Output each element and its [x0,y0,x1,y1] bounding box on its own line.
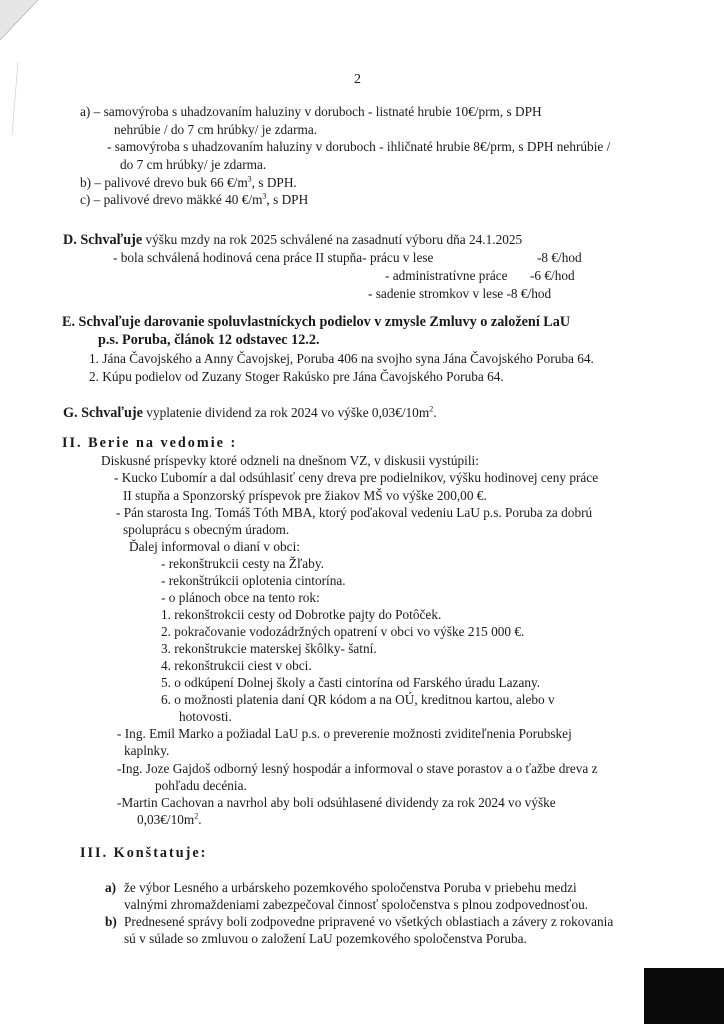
section-ii-cachovan-sup: 2 [194,811,199,821]
section-iii-a-line2: valnými zhromaždeniami zabezpečoval činnosť spoločenstva s plnou zodpovednosťou. [124,897,589,912]
section-d-line3: - administratívne práce [385,268,508,283]
section-e-title-line2: p.s. Poruba, článok 12 odstavec 12.2. [98,332,320,348]
section-d-line1 [63,232,522,248]
section-ii-p6-1: 6. o možnosti platenia daní QR kódom a na OÚ, kreditnou kartou, alebo v [161,692,555,707]
section-ii-cachovan-tail: . [198,812,202,827]
section-g-sup: 2 [429,404,434,414]
section-ii-r2: - rekonštrúkcii oplotenia cintorína. [161,573,346,588]
section-iii-label: III. Konštatuje: [80,845,208,861]
section-iii-a-label: a) [105,880,117,895]
section-d-text: výšku mzdy na rok 2025 schválené na zasadnutí výboru dňa 24.1.2025 [145,232,523,247]
section-ii-kucko-2: II stupňa a Sponzorský príspevok pre žiakov MŠ vo výške 200,00 €. [123,488,487,503]
section-g-text: vyplatenie dividend za rok 2024 vo výške 0,03€/10m [146,405,430,420]
section-ii-p5: 5. o odkúpení Dolnej školy a časti cintorína od Farského úradu Lazany. [161,675,541,690]
price-b [80,175,297,190]
section-iii-b-line2: sú v súlade so zmluvou o založení LaU pozemkového spoločenstva Poruba. [124,931,527,946]
price-b-tail: , s DPH. [251,175,297,190]
section-g-label: G. Schvaľuje [63,405,143,421]
section-e-title-line1: E. Schvaľuje darovanie spoluvlastníckych podielov v zmysle Zmluvy o založení LaU [62,314,571,330]
section-g [63,405,437,421]
section-ii-p1: 1. rekonštrokcii cesty od Dobrotke pajty do Potôček. [161,607,442,622]
price-b-sup: 3 [247,174,252,184]
section-d-line4: - sadenie stromkov v lese -8 €/hod [368,286,552,301]
page-number: 2 [354,72,361,87]
price-a2-line2: do 7 cm hrúbky/ je zdarma. [120,157,267,172]
section-ii-intro: Diskusné príspevky ktoré odzneli na dnešnom VZ, v diskusii vystúpili: [101,453,479,468]
section-d-line3-rate: -6 €/hod [530,268,575,283]
section-ii-label: II. Berie na vedomie : [62,435,238,451]
section-d-label: D. Schvaľuje [63,232,143,248]
section-iii-b-label: b) [105,914,117,929]
price-c [80,192,308,207]
section-ii-r1: - rekonštrukcii cesty na Žľaby. [161,556,324,571]
section-ii-kucko-1: - Kucko Ľubomír a dal odsúhlasiť ceny dreva pre podielnikov, výšku hodinovej ceny práce [114,470,599,485]
section-e-item1: 1. Jána Čavojského a Anny Čavojskej, Poruba 406 na svojho syna Jána Čavojského Poruba 64. [89,351,594,366]
section-ii-gajdos-2: pohľadu decénia. [155,778,247,793]
section-d-line2: - bola schválená hodinová cena práce II stupňa- prácu v lese [113,250,434,265]
section-ii-toth-2: spoluprácu s obecným úradom. [123,522,290,537]
section-g-tail: . [433,405,437,420]
section-ii-plans: - o plánoch obce na tento rok: [161,590,320,605]
section-ii-p6-2: hotovosti. [179,709,232,724]
section-ii-gajdos-1: -Ing. Joze Gajdoš odborný lesný hospodár a informoval o stave porastov a o ťažbe dreva z [117,761,598,776]
section-ii-cachovan-value: 0,03€/10m [137,812,195,827]
section-e-item2: 2. Kúpu podielov od Zuzany Stoger Rakúsko pre Jána Čavojského Poruba 64. [89,369,504,384]
section-ii-dalej: Ďalej informoval o dianí v obci: [129,539,300,554]
section-ii-p2: 2. pokračovanie vodozádržných opatrení v obci vo výške 215 000 €. [161,624,525,639]
price-b-text: b) – palivové drevo buk 66 €/m [80,175,248,190]
section-ii-p3: 3. rekonštrukcie materskej škôlky- šatní. [161,641,377,656]
redaction-block [644,968,724,1024]
price-c-text: c) – palivové drevo mäkké 40 €/m [80,192,263,207]
section-iii-a-line1: že výbor Lesného a urbárskeho pozemkového spoločenstva Poruba v priebehu medzi [124,880,577,895]
section-ii-cachovan-2 [137,812,202,827]
price-c-sup: 3 [262,191,267,201]
section-iii-b-line1: Prednesené správy boli zodpovedne pripravené vo všetkých oblastiach a závery z rokovania [124,914,614,929]
price-a1-line1: a) – samovýroba s uhadzovaním haluziny v doruboch - listnaté hrubie 10€/prm, s DPH [80,104,542,119]
price-c-tail: , s DPH [266,192,309,207]
section-d-line2-rate: -8 €/hod [537,250,582,265]
section-ii-toth-1: - Pán starosta Ing. Tomáš Tóth MBA, ktorý poďakoval vedeniu LaU p.s. Poruba za dobrú [116,505,593,520]
section-ii-marko-2: kaplnky. [124,743,170,758]
price-a2-line1: - samovýroba s uhadzovaním haluziny v doruboch - ihličnaté hrubie 8€/prm, s DPH nehrúbie / [107,139,611,154]
scan-corner-fold [0,0,120,140]
section-ii-p4: 4. rekonštrukcii ciest v obci. [161,658,312,673]
price-a1-line2: nehrúbie / do 7 cm hrúbky/ je zdarma. [114,122,318,137]
section-ii-marko-1: - Ing. Emil Marko a požiadal LaU p.s. o preverenie možnosti zviditeľnenia Porubskej [117,726,572,741]
section-ii-cachovan-1: -Martin Cachovan a navrhol aby boli odsúhlasené dividendy za rok 2024 vo výške [117,795,556,810]
